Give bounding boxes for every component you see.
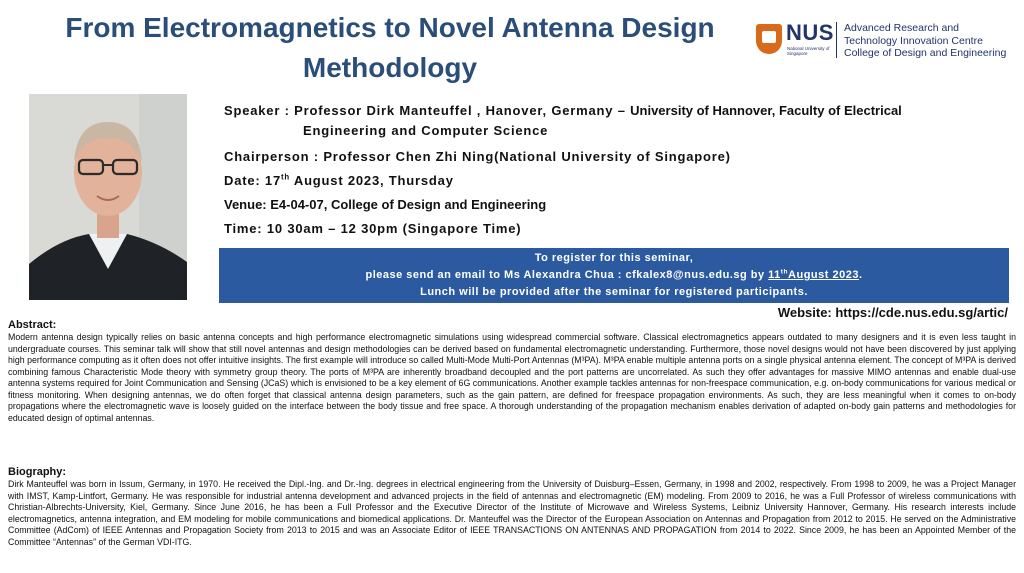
centre-line-3: College of Design and Engineering	[844, 47, 1007, 59]
register-line-2	[219, 267, 1009, 284]
biography-heading: Biography:	[8, 466, 67, 478]
centre-line-1: Advanced Research and	[844, 22, 959, 34]
seminar-venue: Venue: E4-04-07, College of Design and Engineering	[224, 197, 547, 212]
deadline-day: 11	[768, 269, 781, 281]
date-suffix-sup: th	[280, 172, 290, 182]
deadline-sup: th	[780, 268, 789, 276]
abstract-text: Modern antenna design typically relies on basic antenna concepts and high performance electromagnetic simulations using widespread commercial software. Classical electromagnetics appears outdated to many designers and it is even less taught in undergraduate courses. This seminar talk will show that still novel antennas and design methodologies can be derived based on fundamental electromagnetic understanding. Furthermore, those novel designs would not have been discovered by just applying high performance computing as it often does not offer intuitive insights. The first example will introduce so called Multi-Mode Multi-Port Antennas (M³PA). M³PA enable multiple antenna ports on a single physical antenna element. The concept of M³PA is derived combining famous Characteristic Mode theory with symmetry group theory. The ports of M³PA are inherently broadband decoupled and the port patterns are uncorrelated. As such they offer advantages for massive MIMO antennas and enable dual-use antenna systems required for Joint Communication and Sensing (JCaS) which is envisioned to be a key element of 6G communications. Another example tackles antennas for non-freespace communication, e.g. on-body communications for various medical or fitness monitoring. When designing antennas, we do often forget that classical antenna design parameters, such as the gain pattern, are defined for freespace propagation environments. As such, they are less meaningful when it comes to on-body propagations where the electromagnetic wave is loosely guided on the interface between the body tissue and free space. A thorough understanding of the propagation mechanism enables derivation of adapted on-body gain patterns and methodologies for educated design of optimal antennas.	[8, 332, 1016, 423]
speaker-affiliation: University of Hannover, Faculty of Electrical	[630, 103, 902, 118]
nus-crest-icon	[756, 24, 782, 54]
register-deadline	[768, 269, 859, 281]
seminar-date	[224, 173, 454, 188]
register-line-end: .	[858, 269, 863, 281]
registration-banner	[219, 248, 1009, 303]
website-link[interactable]: Website: https://cde.nus.edu.sg/artic/	[777, 305, 1008, 320]
logo-divider	[836, 22, 837, 58]
chairperson: Chairperson : Professor Chen Zhi Ning(National University of Singapore)	[224, 149, 731, 164]
speaker-photo	[29, 94, 187, 300]
speaker-label: Speaker :	[224, 103, 295, 118]
biography-text: Dirk Manteuffel was born in Issum, Germany, in 1970. He received the Dipl.-Ing. and Dr.-Ing. degrees in electrical engineering from the University of Duisburg–Essen, Germany, in 1998 and 2002, respectively. From 1998 to 2009, he was a Project Manager with IMST, Kamp-Lintfort, Germany. He was responsible for industrial antenna development and advanced projects in the field of antennas and electromagnetic (EM) modeling. From 2009 to 2016, he was a Full Professor of wireless communications with Christian-Albrechts-University, Kiel, Germany. Since June 2016, he has been a Full Professor and the Executive Director of the Institute of Microwave and Wireless Systems, Leibniz University Hannover, Germany. His research interests include electromagnetics, antenna integration, and EM modeling for mobile communications and biomedical applications. Dr. Manteuffel was the Director of the European Association on Antennas and Propagation from 2012 to 2015. He served on the Administrative Committee (AdCom) of IEEE Antennas and Propagation Society from 2013 to 2015 and was an Associate Editor of IEEE TRANSACTIONS ON ANTENNAS AND PROPAGATION from 2014 to 2022. Since 2009, he has been an Appointed Member of the Committee “Antennas” of the German VDI-ITG.	[8, 479, 1016, 547]
nus-logo	[756, 22, 1018, 60]
centre-line-2: Technology Innovation Centre	[844, 34, 983, 47]
date-rest: August 2023, Thursday	[289, 173, 454, 188]
logo-subtitle: National University of Singapore	[787, 46, 830, 56]
register-email-text: please send an email to Ms Alexandra Chua : cfkalex8@nus.edu.sg by	[365, 269, 769, 281]
speaker-name: Professor Dirk Manteuffel , Hanover, Germany –	[294, 103, 631, 118]
speaker-line	[224, 103, 902, 118]
speaker-affiliation-2: Engineering and Computer Science	[303, 123, 549, 138]
register-line-3: Lunch will be provided after the seminar for registered participants.	[420, 286, 808, 298]
seminar-time: Time: 10 30am – 12 30pm (Singapore Time)	[224, 221, 522, 236]
deadline-month: August 2023	[788, 269, 859, 281]
page-title: From Electromagnetics to Novel Antenna Design Methodology	[65, 12, 715, 83]
date-prefix: Date: 17	[224, 173, 281, 188]
speaker-portrait-icon	[29, 94, 187, 300]
centre-name	[844, 22, 1006, 60]
register-line-1: To register for this seminar,	[534, 252, 694, 264]
logo-name: NUS	[786, 20, 834, 45]
abstract-heading: Abstract:	[8, 319, 57, 331]
